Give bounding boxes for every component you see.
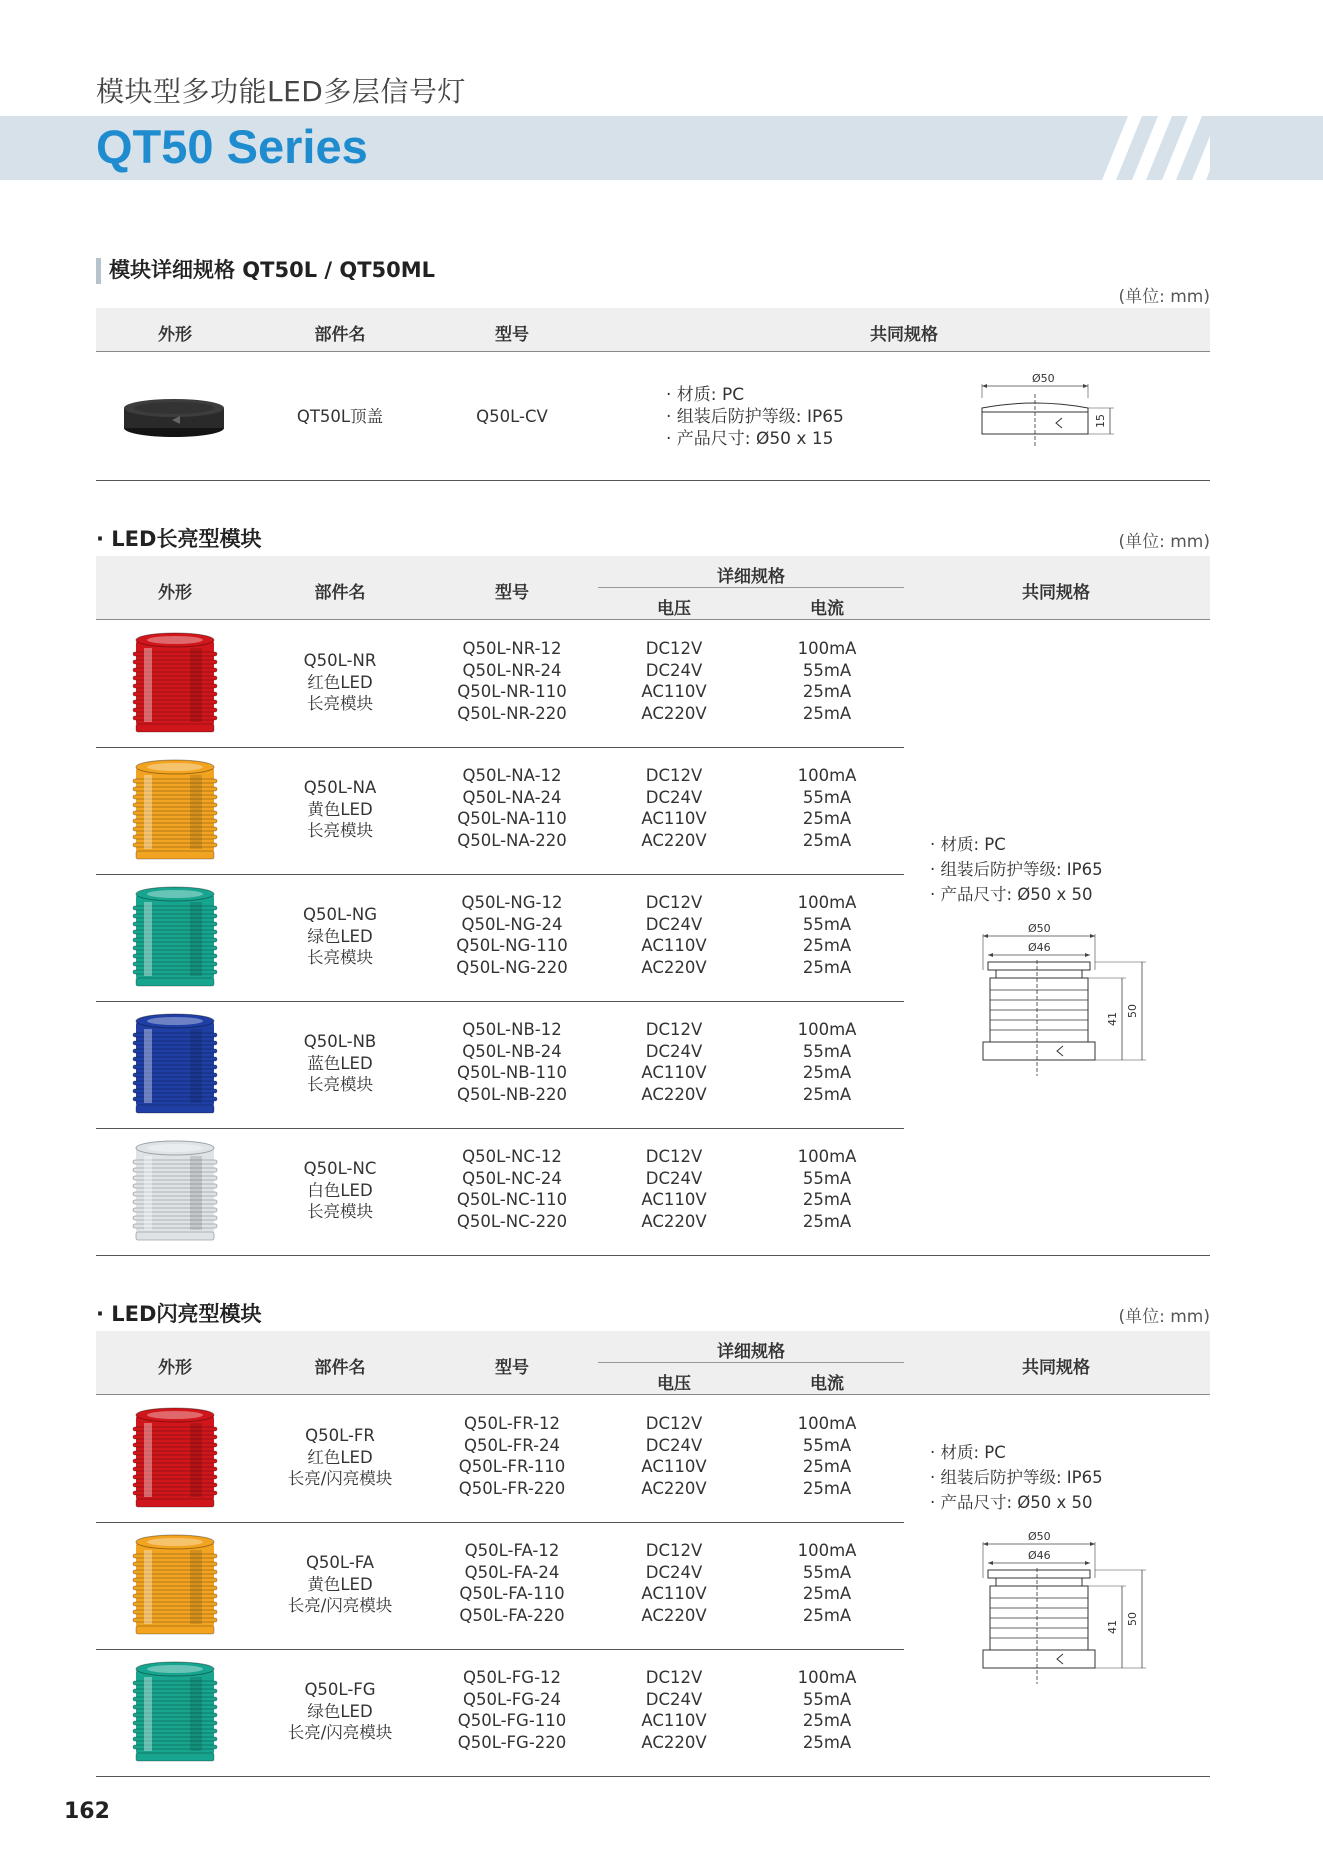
- section-title-top: [96, 254, 435, 284]
- table-header-flash: [96, 1331, 1210, 1395]
- model-list: Q50L-NA-12 Q50L-NA-24 Q50L-NA-110 Q50L-NA-220: [457, 766, 567, 850]
- flash-common-specs: [930, 1440, 1103, 1515]
- module-thumbnail: [130, 757, 220, 863]
- voltage-list: DC12V DC24V AC110V AC220V: [641, 1541, 707, 1625]
- model-list: Q50L-NB-12 Q50L-NB-24 Q50L-NB-110 Q50L-NB-220: [457, 1020, 567, 1104]
- col-part: 部件名: [314, 583, 366, 603]
- spec-ip: · 组装后防护等级: IP65: [930, 1468, 1103, 1487]
- section-title-top-text: 模块详细规格 QT50L / QT50ML: [109, 258, 436, 282]
- current-list: 100mA 55mA 25mA 25mA: [797, 1668, 857, 1752]
- col-shape: 外形: [158, 325, 192, 345]
- col-model: 型号: [495, 1358, 529, 1378]
- page-number: 162: [64, 1799, 110, 1824]
- dim-h2: 50: [1126, 1612, 1139, 1626]
- top-cap-thumbnail: [122, 392, 226, 442]
- table-header-steady: [96, 556, 1210, 620]
- flash-dimension-drawing: [978, 1528, 1158, 1708]
- dim-outer: Ø50: [1028, 1530, 1051, 1543]
- row-divider: [96, 1776, 1210, 1777]
- row-divider: [96, 1255, 1210, 1256]
- part-name: Q50L-FA 黄色LED 长亮/闪亮模块: [287, 1553, 393, 1615]
- module-thumbnail: [130, 884, 220, 990]
- spec-material: · 材质: PC: [930, 835, 1006, 854]
- unit-label-steady: (单位: mm): [1118, 532, 1210, 552]
- spec-size: · 产品尺寸: Ø50 x 50: [930, 1493, 1093, 1512]
- current-list: 100mA 55mA 25mA 25mA: [797, 1541, 857, 1625]
- col-common: 共同规格: [870, 325, 938, 345]
- spec-size: · 产品尺寸: Ø50 x 15: [666, 429, 834, 449]
- steady-dimension-drawing: [978, 920, 1158, 1100]
- voltage-list: DC12V DC24V AC110V AC220V: [641, 1414, 707, 1498]
- model-list: Q50L-FR-12 Q50L-FR-24 Q50L-FR-110 Q50L-FR-220: [458, 1414, 566, 1498]
- header-stripes-decoration: [1080, 116, 1210, 180]
- col-model: 型号: [495, 583, 529, 603]
- module-thumbnail: [130, 1659, 220, 1765]
- module-thumbnail: [130, 630, 220, 736]
- col-current: 电流: [810, 1374, 844, 1394]
- voltage-list: DC12V DC24V AC110V AC220V: [641, 766, 707, 850]
- spec-ip: · 组装后防护等级: IP65: [930, 860, 1103, 879]
- model-list: Q50L-FA-12 Q50L-FA-24 Q50L-FA-110 Q50L-FA-220: [459, 1541, 565, 1625]
- page-subtitle: 模块型多功能LED多层信号灯: [96, 75, 466, 108]
- voltage-list: DC12V DC24V AC110V AC220V: [641, 1668, 707, 1752]
- col-part: 部件名: [314, 1358, 366, 1378]
- current-list: 100mA 55mA 25mA 25mA: [797, 1147, 857, 1231]
- top-cap-model: Q50L-CV: [476, 407, 548, 426]
- part-name: Q50L-NR 红色LED 长亮模块: [303, 651, 377, 713]
- module-thumbnail: [130, 1138, 220, 1244]
- page-title: QT50 Series: [96, 120, 368, 173]
- model-list: Q50L-NC-12 Q50L-NC-24 Q50L-NC-110 Q50L-NC-220: [456, 1147, 568, 1231]
- part-name: Q50L-FG 绿色LED 长亮/闪亮模块: [287, 1680, 393, 1742]
- col-part: 部件名: [314, 325, 366, 345]
- spec-size: · 产品尺寸: Ø50 x 50: [930, 885, 1093, 904]
- module-thumbnail: [130, 1532, 220, 1638]
- dim-h1: 41: [1106, 1620, 1119, 1634]
- table-row: [96, 1128, 1210, 1255]
- voltage-list: DC12V DC24V AC110V AC220V: [641, 1020, 707, 1104]
- unit-label-flash: (单位: mm): [1118, 1307, 1210, 1327]
- dim-width-label: Ø50: [1032, 372, 1055, 385]
- section-title-steady: · LED长亮型模块: [96, 527, 262, 551]
- part-name: Q50L-NC 白色LED 长亮模块: [303, 1159, 377, 1221]
- voltage-list: DC12V DC24V AC110V AC220V: [641, 893, 707, 977]
- col-voltage: 电压: [657, 599, 691, 619]
- col-shape: 外形: [158, 583, 192, 603]
- model-list: Q50L-NG-12 Q50L-NG-24 Q50L-NG-110 Q50L-NG-220: [456, 893, 568, 977]
- current-list: 100mA 55mA 25mA 25mA: [797, 1414, 857, 1498]
- top-cap-part: QT50L顶盖: [296, 407, 384, 426]
- module-thumbnail: [130, 1405, 220, 1511]
- dim-outer: Ø50: [1028, 922, 1051, 935]
- current-list: 100mA 55mA 25mA 25mA: [797, 766, 857, 850]
- col-detail: 详细规格: [717, 567, 785, 587]
- current-list: 100mA 55mA 25mA 25mA: [797, 639, 857, 723]
- unit-label-top: (单位: mm): [1118, 287, 1210, 307]
- dim-h1: 41: [1106, 1012, 1119, 1026]
- row-divider: [96, 480, 1210, 481]
- col-common: 共同规格: [1022, 1358, 1090, 1378]
- table-row: [96, 620, 1210, 747]
- col-voltage: 电压: [657, 1374, 691, 1394]
- col-shape: 外形: [158, 1358, 192, 1378]
- current-list: 100mA 55mA 25mA 25mA: [797, 893, 857, 977]
- top-cap-dimension-drawing: [976, 370, 1136, 450]
- dim-inner: Ø46: [1028, 941, 1051, 954]
- part-name: Q50L-NA 黄色LED 长亮模块: [303, 778, 377, 840]
- voltage-list: DC12V DC24V AC110V AC220V: [641, 1147, 707, 1231]
- top-cap-specs: [666, 384, 844, 450]
- voltage-list: DC12V DC24V AC110V AC220V: [641, 639, 707, 723]
- dim-h2: 50: [1126, 1004, 1139, 1018]
- part-name: Q50L-NG 绿色LED 长亮模块: [303, 905, 377, 967]
- dim-height-label: 15: [1094, 414, 1107, 428]
- model-list: Q50L-NR-12 Q50L-NR-24 Q50L-NR-110 Q50L-NR-220: [457, 639, 567, 723]
- col-current: 电流: [810, 599, 844, 619]
- table-header-top: [96, 308, 1210, 352]
- steady-common-specs: [930, 832, 1103, 907]
- spec-material: · 材质: PC: [930, 1443, 1006, 1462]
- spec-material: · 材质: PC: [666, 385, 745, 405]
- part-name: Q50L-FR 红色LED 长亮/闪亮模块: [287, 1426, 393, 1488]
- model-list: Q50L-FG-12 Q50L-FG-24 Q50L-FG-110 Q50L-FG-220: [457, 1668, 567, 1752]
- table-row-top-cap: [96, 352, 1210, 480]
- part-name: Q50L-NB 蓝色LED 长亮模块: [303, 1032, 377, 1094]
- col-common: 共同规格: [1022, 583, 1090, 603]
- spec-ip: · 组装后防护等级: IP65: [666, 407, 844, 427]
- current-list: 100mA 55mA 25mA 25mA: [797, 1020, 857, 1104]
- dim-inner: Ø46: [1028, 1549, 1051, 1562]
- col-model: 型号: [495, 325, 529, 345]
- module-thumbnail: [130, 1011, 220, 1117]
- col-detail: 详细规格: [717, 1342, 785, 1362]
- section-title-flash: · LED闪亮型模块: [96, 1302, 262, 1326]
